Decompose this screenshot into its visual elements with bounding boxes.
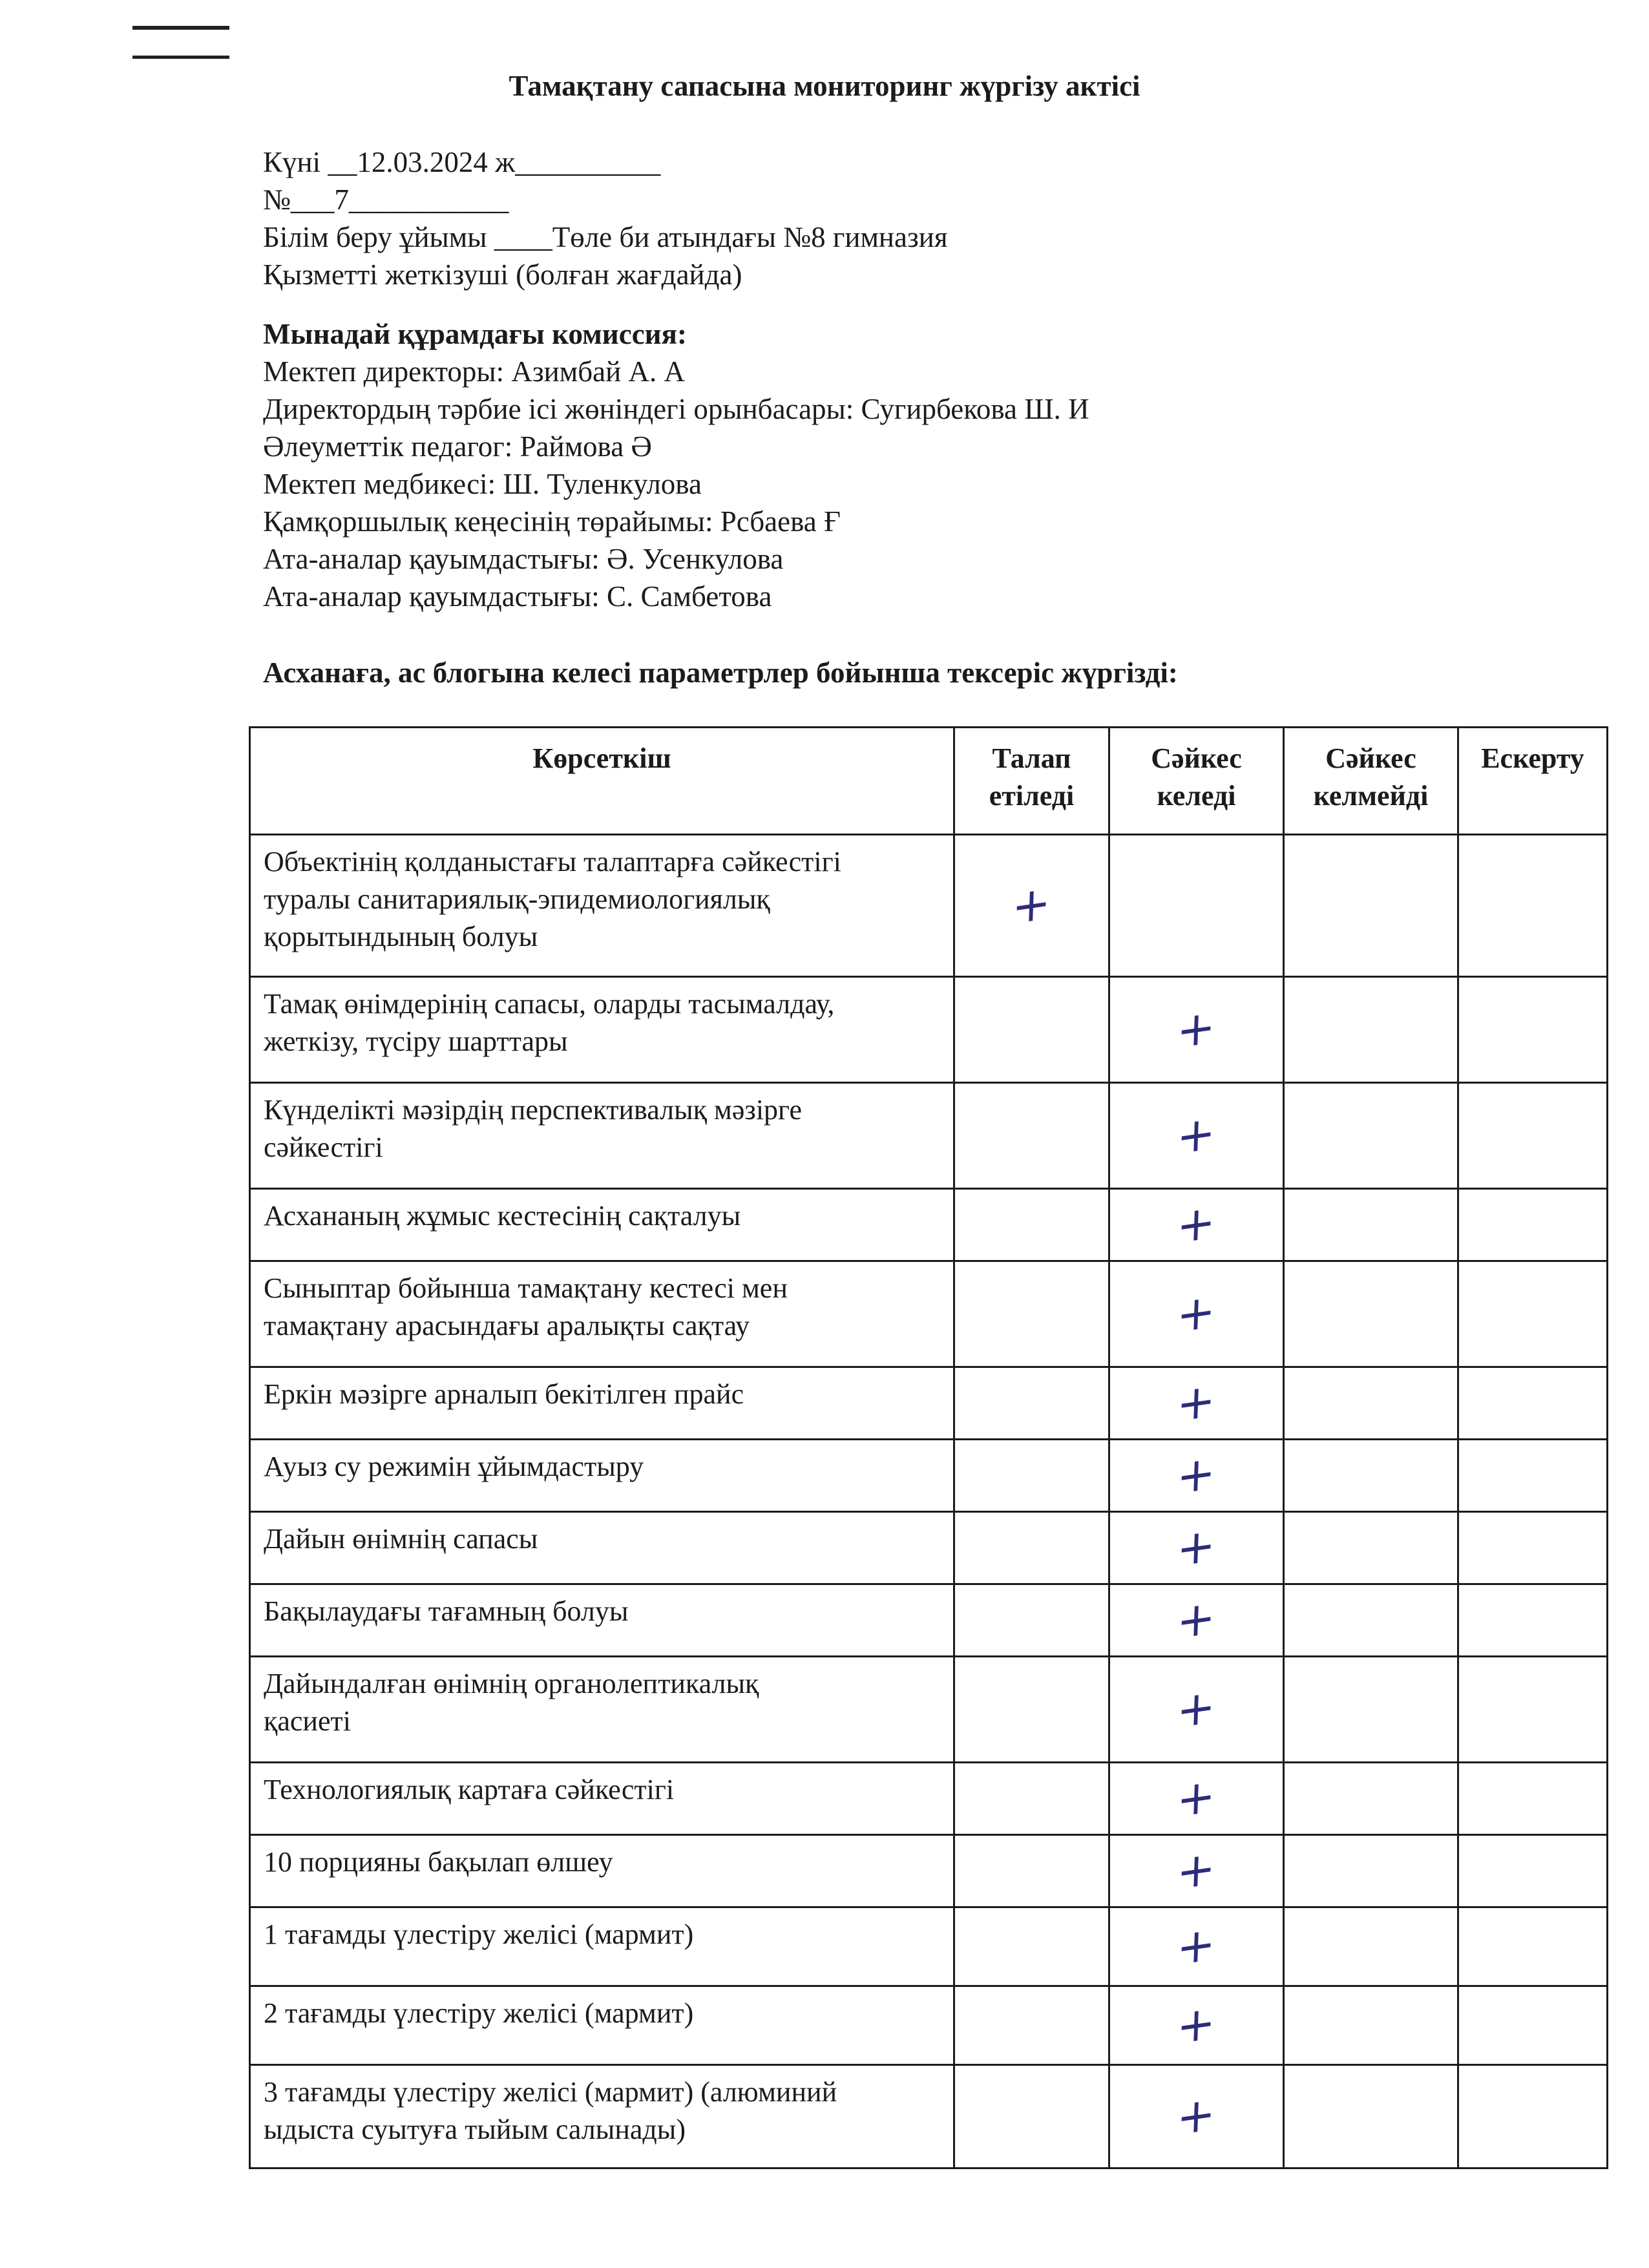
compliant-cell (1109, 1261, 1284, 1367)
handwritten-plus-mark: + (1176, 1767, 1217, 1828)
required-cell (954, 977, 1109, 1083)
note-cell (1458, 2065, 1608, 2168)
compliant-cell (1109, 1907, 1284, 1986)
indicator-text-line: қорытындының болуы (264, 921, 538, 952)
indicator-text-line: туралы санитариялық-эпидемиологиялық (264, 883, 770, 915)
handwritten-plus-mark: + (1176, 1371, 1217, 1433)
table-row (250, 1986, 1608, 2065)
indicator-cell (250, 1835, 954, 1907)
table-header-row (250, 728, 1608, 835)
indicator-cell (250, 977, 954, 1083)
header-required: Талап етіледі (954, 728, 1109, 835)
compliant-cell (1109, 1763, 1284, 1835)
table-row (250, 1189, 1608, 1261)
noncompliant-cell (1284, 1512, 1458, 1584)
handwritten-plus-mark: + (1176, 1839, 1217, 1900)
indicator-text-line: Тамақ өнімдерінің сапасы, оларды тасымалдау, (264, 988, 835, 1020)
table-row (250, 1907, 1608, 1986)
compliant-cell (1109, 1367, 1284, 1440)
header-noncompliant: Сәйкес келмейді (1284, 728, 1458, 835)
header-indicator: Көрсеткіш (250, 728, 954, 835)
indicator-text-line: сәйкестігі (264, 1131, 383, 1163)
handwritten-plus-mark: + (1176, 1282, 1217, 1343)
handwritten-plus-mark: + (1176, 1444, 1217, 1505)
compliant-cell (1109, 1584, 1284, 1657)
compliant-cell (1109, 2065, 1284, 2168)
note-cell (1458, 835, 1608, 977)
handwritten-plus-mark: + (1176, 998, 1217, 1059)
document-title: Тамақтану сапасына мониторинг жүргізу актісі (509, 70, 1140, 102)
indicator-cell (250, 1261, 954, 1367)
table-row (250, 1440, 1608, 1512)
compliant-cell (1109, 1440, 1284, 1512)
compliant-cell (1109, 1189, 1284, 1261)
table-row (250, 1657, 1608, 1763)
inspection-table (249, 726, 1608, 2169)
handwritten-plus-mark: + (1011, 874, 1052, 935)
indicator-text-line: Ауыз су режимін ұйымдастыру (264, 1451, 644, 1482)
table-row (250, 1261, 1608, 1367)
note-cell (1458, 1261, 1608, 1367)
commission-heading: Мынадай құрамдағы комиссия: (263, 318, 687, 350)
indicator-cell (250, 2065, 954, 2168)
required-cell (954, 1835, 1109, 1907)
compliant-cell (1109, 1835, 1284, 1907)
table-row (250, 1584, 1608, 1657)
noncompliant-cell (1284, 1584, 1458, 1657)
indicator-cell (250, 1907, 954, 1986)
indicator-text-line: Бақылаудағы тағамның болуы (264, 1595, 629, 1627)
required-cell (954, 1261, 1109, 1367)
indicator-cell (250, 1512, 954, 1584)
indicator-text-line: 3 тағамды үлестіру желісі (мармит) (алюминий (264, 2076, 837, 2108)
indicator-text-line: Технологиялық картаға сәйкестігі (264, 1774, 675, 1805)
commission-member: Мектеп директоры: Азимбай А. А (263, 355, 685, 388)
noncompliant-cell (1284, 1083, 1458, 1189)
noncompliant-cell (1284, 1907, 1458, 1986)
commission-member: Қамқоршылық кеңесінің төрайымы: Рсбаева Ғ (263, 505, 841, 538)
compliant-cell (1109, 1083, 1284, 1189)
note-cell (1458, 1189, 1608, 1261)
header-compliant: Сәйкес келеді (1109, 728, 1284, 835)
table-row (250, 1763, 1608, 1835)
handwritten-plus-mark: + (1176, 1993, 1217, 2055)
indicator-cell (250, 1584, 954, 1657)
supplier-line: Қызметті жеткізуші (болған жағдайда) (263, 258, 742, 291)
noncompliant-cell (1284, 1367, 1458, 1440)
required-cell (954, 835, 1109, 977)
handwritten-plus-mark: + (1176, 1104, 1217, 1165)
handwritten-plus-mark: + (1176, 1516, 1217, 1577)
indicator-text-line: 10 порцияны бақылап өлшеу (264, 1846, 613, 1878)
commission-member: Әлеуметтік педагог: Раймова Ә (263, 430, 652, 463)
commission-member: Директордың тәрбие ісі жөніндегі орынбасары: Сугирбекова Ш. И (263, 393, 1089, 425)
note-cell (1458, 1367, 1608, 1440)
compliant-cell (1109, 977, 1284, 1083)
noncompliant-cell (1284, 1763, 1458, 1835)
indicator-cell (250, 1189, 954, 1261)
indicator-text-line: Дайындалған өнімнің органолептикалық (264, 1668, 759, 1699)
noncompliant-cell (1284, 977, 1458, 1083)
organization-line: Білім беру ұйымы ____Төле би атындағы №8 гимназия (263, 221, 948, 253)
table-row (250, 1367, 1608, 1440)
required-cell (954, 1657, 1109, 1763)
indicator-cell (250, 835, 954, 977)
commission-member: Ата-аналар қауымдастығы: Ә. Усенкулова (263, 543, 784, 575)
indicator-text-line: жеткізу, түсіру шарттары (264, 1025, 568, 1057)
date-line: Күні __12.03.2024 ж__________ (263, 146, 661, 178)
indicator-cell (250, 1763, 954, 1835)
noncompliant-cell (1284, 1189, 1458, 1261)
inspection-heading: Асханаға, ас блогына келесі параметрлер бойынша тексеріс жүргізді: (263, 656, 1178, 689)
handwritten-plus-mark: + (1176, 1915, 1217, 1976)
handwritten-plus-mark: + (1176, 1193, 1217, 1254)
header-note: Ескерту (1458, 728, 1608, 835)
handwritten-plus-mark: + (1176, 2084, 1217, 2146)
indicator-text-line: ыдыста суытуға тыйым салынады) (264, 2114, 686, 2145)
table-row (250, 977, 1608, 1083)
indicator-text-line: Дайын өнімнің сапасы (264, 1523, 538, 1555)
noncompliant-cell (1284, 1440, 1458, 1512)
noncompliant-cell (1284, 1261, 1458, 1367)
table-row (250, 835, 1608, 977)
noncompliant-cell (1284, 1835, 1458, 1907)
table-row (250, 1083, 1608, 1189)
scan-artifact (132, 26, 229, 65)
indicator-cell (250, 1083, 954, 1189)
table-row (250, 2065, 1608, 2168)
required-cell (954, 2065, 1109, 2168)
commission-member: Ата-аналар қауымдастығы: С. Самбетова (263, 580, 772, 613)
required-cell (954, 1584, 1109, 1657)
indicator-cell (250, 1657, 954, 1763)
indicator-text-line: қасиеті (264, 1705, 351, 1737)
indicator-text-line: тамақтану арасындағы аралықты сақтау (264, 1310, 750, 1341)
compliant-cell (1109, 1512, 1284, 1584)
required-cell (954, 1986, 1109, 2065)
note-cell (1458, 1763, 1608, 1835)
noncompliant-cell (1284, 835, 1458, 977)
note-cell (1458, 977, 1608, 1083)
indicator-text-line: 1 тағамды үлестіру желісі (мармит) (264, 1918, 694, 1950)
required-cell (954, 1907, 1109, 1986)
required-cell (954, 1763, 1109, 1835)
commission-member: Мектеп медбикесі: Ш. Туленкулова (263, 468, 702, 500)
number-line: №___7___________ (263, 184, 509, 216)
required-cell (954, 1367, 1109, 1440)
note-cell (1458, 1657, 1608, 1763)
noncompliant-cell (1284, 1986, 1458, 2065)
indicator-text-line: Күнделікті мәзірдің перспективалық мәзірге (264, 1094, 803, 1126)
table-body (250, 835, 1608, 2168)
required-cell (954, 1083, 1109, 1189)
noncompliant-cell (1284, 1657, 1458, 1763)
indicator-text-line: Асхананың жұмыс кестесінің сақталуы (264, 1200, 741, 1232)
indicator-text-line: 2 тағамды үлестіру желісі (мармит) (264, 1997, 694, 2029)
note-cell (1458, 1584, 1608, 1657)
required-cell (954, 1440, 1109, 1512)
handwritten-plus-mark: + (1176, 1677, 1217, 1739)
required-cell (954, 1512, 1109, 1584)
indicator-cell (250, 1986, 954, 2065)
note-cell (1458, 1512, 1608, 1584)
indicator-text-line: Сыныптар бойынша тамақтану кестесі мен (264, 1272, 788, 1304)
noncompliant-cell (1284, 2065, 1458, 2168)
compliant-cell (1109, 1986, 1284, 2065)
indicator-text-line: Еркін мәзірге арналып бекітілген прайс (264, 1378, 744, 1410)
handwritten-plus-mark: + (1176, 1588, 1217, 1650)
compliant-cell (1109, 1657, 1284, 1763)
table-row (250, 1835, 1608, 1907)
indicator-cell (250, 1367, 954, 1440)
note-cell (1458, 1986, 1608, 2065)
note-cell (1458, 1440, 1608, 1512)
table-row (250, 1512, 1608, 1584)
note-cell (1458, 1907, 1608, 1986)
required-cell (954, 1189, 1109, 1261)
indicator-text-line: Объектінің қолданыстағы талаптарға сәйкестігі (264, 846, 841, 877)
compliant-cell (1109, 835, 1284, 977)
note-cell (1458, 1835, 1608, 1907)
note-cell (1458, 1083, 1608, 1189)
indicator-cell (250, 1440, 954, 1512)
